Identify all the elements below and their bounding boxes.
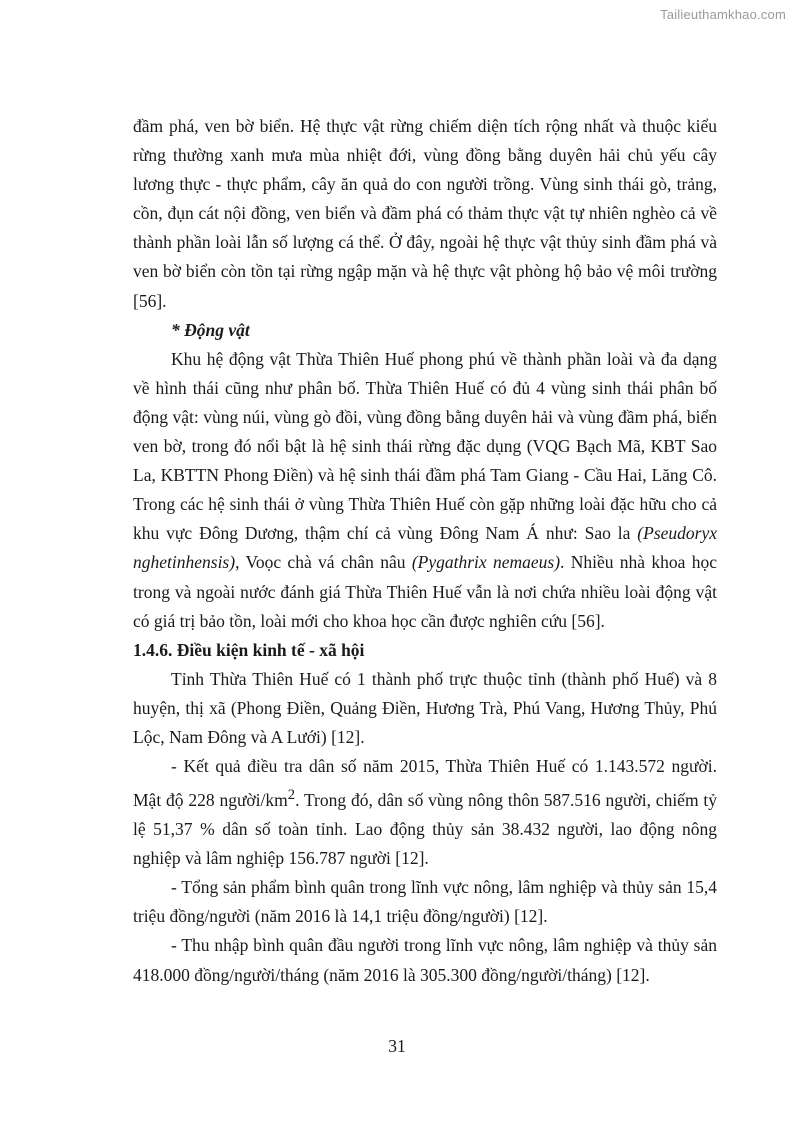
species-name-douc: (Pygathrix nemaeus) bbox=[411, 552, 561, 573]
watermark: Tailieuthamkhao.com bbox=[660, 7, 786, 22]
document-body bbox=[133, 112, 717, 990]
paragraph-population-text-a: - Kết quả điều tra dân số năm 2015, Thừa Thiên Huế có 1.143.572 người. Mật độ 228 người/km bbox=[133, 756, 717, 810]
heading-animals: * Động vật bbox=[171, 319, 250, 340]
section-heading: 1.4.6. Điều kiện kinh tế - xã hội bbox=[133, 639, 365, 660]
paragraph-flora-continued: đầm phá, ven bờ biển. Hệ thực vật rừng chiếm diện tích rộng nhất và thuộc kiểu rừng thường xanh mưa mùa nhiệt đới, vùng đồng bằng duyên hải chủ yếu cây lương thực - thực phẩm, cây ăn quả do con người trồng. Vùng sinh thái gò, trảng, cồn, đụn cát nội đồng, ven biển và đầm phá có thảm thực vật tự nhiên nghèo cả về thành phần loài lẫn số lượng cá thể. Ở đây, ngoài hệ thực vật thủy sinh đầm phá và ven bờ biển còn tồn tại rừng ngập mặn và hệ thực vật phòng hộ bảo vệ môi trường [56]. bbox=[133, 116, 717, 311]
paragraph-gdp: - Tổng sản phẩm bình quân trong lĩnh vực nông, lâm nghiệp và thủy sản 15,4 triệu đồng/người (năm 2016 là 14,1 triệu đồng/người) [12]. bbox=[133, 877, 717, 927]
paragraph-animals-text-c: . Nhiều nhà khoa học trong và ngoài nước đánh giá Thừa Thiên Huế vẫn là nơi chứa nhiều loài động vật có giá trị bảo tồn, loài mới cho khoa học cần được nghiên cứu [56]. bbox=[133, 552, 717, 631]
paragraph-income: - Thu nhập bình quân đầu người trong lĩnh vực nông, lâm nghiệp và thủy sản 418.000 đồng/người/tháng (năm 2016 là 305.300 đồng/người/tháng) [12]. bbox=[133, 935, 717, 985]
species-name-saola: (Pseudoryx nghetinhensis) bbox=[133, 523, 717, 573]
paragraph-population-text-b: . Trong đó, dân số vùng nông thôn 587.516 người, chiếm tỷ lệ 51,37 % dân số toàn tỉnh. Lao động thủy sản 38.432 người, lao động nông nghiệp và lâm nghiệp 156.787 người [12]. bbox=[133, 789, 718, 869]
paragraph-animals bbox=[133, 345, 717, 636]
paragraph-population bbox=[133, 752, 717, 873]
paragraph-administrative: Tỉnh Thừa Thiên Huế có 1 thành phố trực thuộc tỉnh (thành phố Huế) và 8 huyện, thị xã (Phong Điền, Quảng Điền, Hương Trà, Phú Vang, Hương Thủy, Phú Lộc, Nam Đông và A Lưới) [12]. bbox=[133, 668, 717, 747]
paragraph-animals-text-b: , Voọc chà vá chân nâu bbox=[235, 552, 412, 573]
paragraph-animals-text-a: Khu hệ động vật Thừa Thiên Huế phong phú về thành phần loài và đa dạng về hình thái cũng như phân bố. Thừa Thiên Huế có đủ 4 vùng sinh thái phân bố động vật: vùng núi, vùng gò đồi, vùng đồng bằng duyên hải và vùng đầm phá, biển ven bờ, trong đó nổi bật là hệ sinh thái rừng đặc dụng (VQG Bạch Mã, KBT Sao La, KBTTN Phong Điền) và hệ sinh thái đầm phá Tam Giang - Cầu Hai, Lăng Cô. Trong các hệ sinh thái ở vùng Thừa Thiên Huế còn gặp những loài đặc hữu cho cả khu vực Đông Dương, thậm chí cả vùng Đông Nam Á như: Sao la bbox=[133, 348, 717, 544]
page-number: 31 bbox=[388, 1036, 406, 1056]
superscript: 2 bbox=[287, 787, 296, 804]
